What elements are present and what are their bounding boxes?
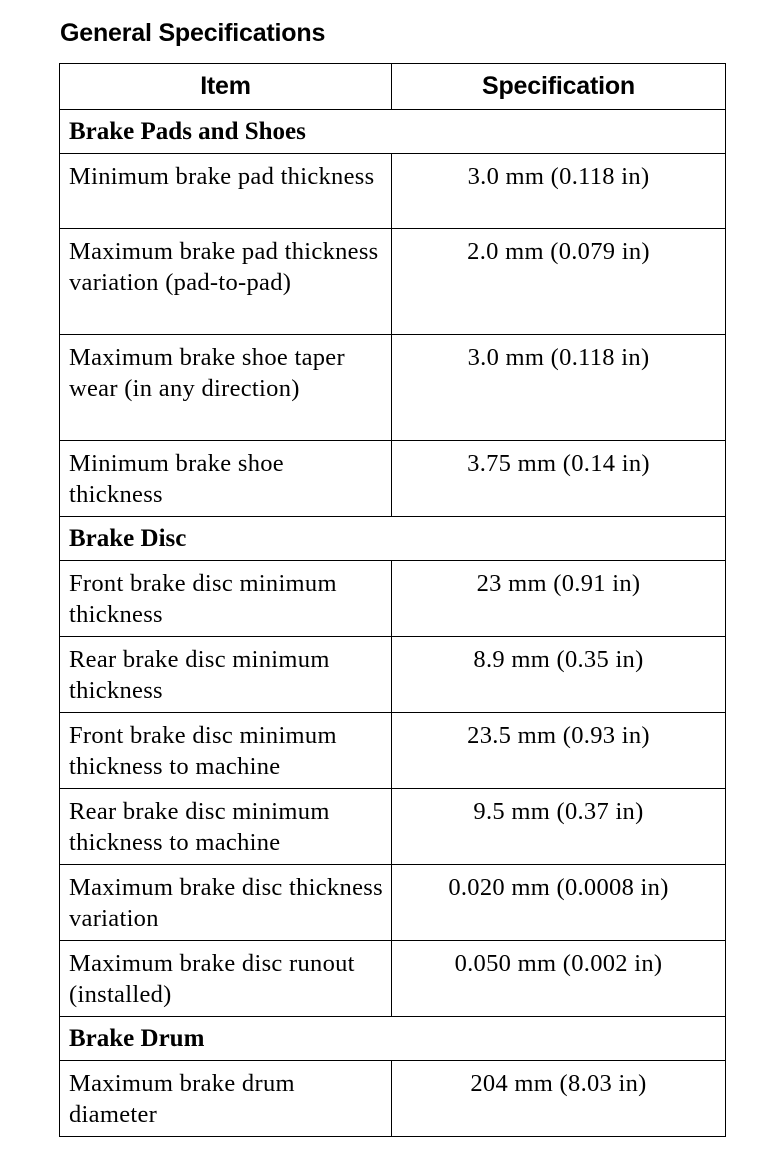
section-row bbox=[60, 110, 726, 154]
table-row bbox=[60, 1061, 726, 1137]
spec-cell: 3.0 mm (0.118 in) bbox=[392, 335, 726, 441]
spec-cell: 8.9 mm (0.35 in) bbox=[392, 637, 726, 713]
item-cell: Rear brake disc minimum thickness bbox=[60, 637, 392, 713]
table-row bbox=[60, 865, 726, 941]
section-row bbox=[60, 1017, 726, 1061]
section-heading: Brake Pads and Shoes bbox=[60, 110, 726, 154]
spec-cell: 0.050 mm (0.002 in) bbox=[392, 941, 726, 1017]
item-cell: Front brake disc minimum thickness bbox=[60, 561, 392, 637]
spec-cell: 23 mm (0.91 in) bbox=[392, 561, 726, 637]
specifications-table bbox=[59, 63, 726, 1137]
item-cell: Minimum brake pad thickness bbox=[60, 154, 392, 229]
spec-cell: 2.0 mm (0.079 in) bbox=[392, 229, 726, 335]
section-heading: Brake Disc bbox=[60, 517, 726, 561]
spec-cell: 0.020 mm (0.0008 in) bbox=[392, 865, 726, 941]
table-row bbox=[60, 229, 726, 335]
header-item: Item bbox=[60, 64, 392, 110]
table-row bbox=[60, 561, 726, 637]
spec-cell: 3.75 mm (0.14 in) bbox=[392, 441, 726, 517]
table-row bbox=[60, 789, 726, 865]
table-row bbox=[60, 154, 726, 229]
table-row bbox=[60, 637, 726, 713]
spec-cell: 204 mm (8.03 in) bbox=[392, 1061, 726, 1137]
item-cell: Maximum brake shoe taper wear (in any direction) bbox=[60, 335, 392, 441]
table-row bbox=[60, 941, 726, 1017]
spec-cell: 23.5 mm (0.93 in) bbox=[392, 713, 726, 789]
section-row bbox=[60, 517, 726, 561]
item-cell: Maximum brake disc thickness variation bbox=[60, 865, 392, 941]
table-row bbox=[60, 441, 726, 517]
spec-cell: 9.5 mm (0.37 in) bbox=[392, 789, 726, 865]
table-header-row bbox=[60, 64, 726, 110]
page-title: General Specifications bbox=[60, 19, 326, 47]
section-heading: Brake Drum bbox=[60, 1017, 726, 1061]
item-cell: Maximum brake disc runout (installed) bbox=[60, 941, 392, 1017]
item-cell: Front brake disc minimum thickness to machine bbox=[60, 713, 392, 789]
item-cell: Rear brake disc minimum thickness to machine bbox=[60, 789, 392, 865]
table-row bbox=[60, 713, 726, 789]
table-row bbox=[60, 335, 726, 441]
item-cell: Maximum brake drum diameter bbox=[60, 1061, 392, 1137]
spec-cell: 3.0 mm (0.118 in) bbox=[392, 154, 726, 229]
item-cell: Maximum brake pad thickness variation (pad-to-pad) bbox=[60, 229, 392, 335]
header-specification: Specification bbox=[392, 64, 726, 110]
item-cell: Minimum brake shoe thickness bbox=[60, 441, 392, 517]
